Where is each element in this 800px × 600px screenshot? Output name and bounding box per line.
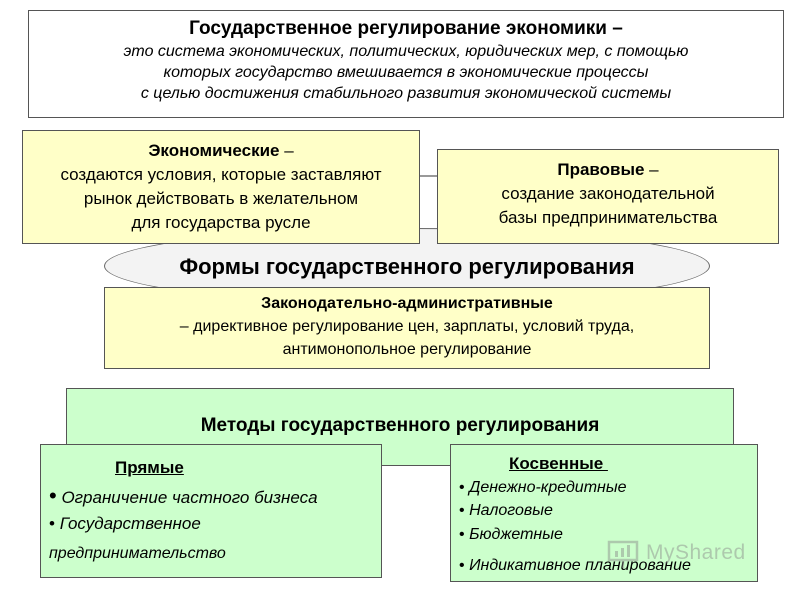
forms-title: Формы государственного регулирования [179, 254, 635, 279]
legal-heading: Правовые [557, 160, 645, 179]
definition-line: которых государство вмешивается в экономические процессы [163, 64, 649, 81]
administrative-line: антимонопольное регулирование [282, 341, 532, 358]
direct-item [49, 483, 318, 508]
bullet-icon: • [459, 502, 465, 519]
presentation-icon [606, 538, 640, 570]
indirect-item-text: Индикативное планирование [469, 557, 691, 574]
watermark [606, 538, 766, 572]
indirect-item-text: Налоговые [469, 502, 553, 519]
bullet-icon: • [49, 483, 57, 508]
direct-item-text: Ограничение частного бизнеса [61, 488, 318, 507]
economic-heading: Экономические [148, 141, 280, 160]
watermark-text: MyShared [646, 541, 746, 564]
definition-line: с целью достижения стабильного развития экономической системы [140, 85, 672, 102]
economic-line: для государства русле [131, 213, 311, 232]
legal-dash: – [644, 160, 659, 179]
economic-form-box [22, 130, 420, 244]
economic-dash: – [279, 141, 294, 160]
bullet-icon: • [49, 514, 55, 533]
administrative-heading: Законодательно-административные [261, 295, 553, 312]
legal-line: базы предпринимательства [498, 208, 718, 227]
definition-title: Государственное регулирование экономики – [189, 18, 623, 39]
indirect-heading: Косвенные [509, 454, 608, 473]
legal-line: создание законодательной [501, 184, 715, 203]
bullet-icon: • [459, 526, 465, 543]
definition-line: это система экономических, политических, юридических мер, с помощью [123, 43, 689, 60]
economic-line: рынок действовать в желательном [83, 189, 359, 208]
economic-line: создаются условия, которые заставляют [60, 165, 382, 184]
administrative-line: – директивное регулирование цен, зарплаты, условий труда, [179, 318, 635, 335]
indirect-item [459, 526, 563, 544]
direct-heading: Прямые [115, 458, 184, 477]
indirect-item-text: Бюджетные [469, 526, 563, 543]
indirect-item [459, 479, 627, 497]
administrative-form-box [104, 287, 710, 369]
direct-item-continuation: предпринимательство [49, 545, 226, 562]
direct-methods-box [40, 444, 382, 578]
direct-item [49, 514, 201, 534]
indirect-item-text: Денежно-кредитные [469, 479, 627, 496]
definition-box [28, 10, 784, 118]
legal-form-box [437, 149, 779, 244]
direct-item-text: Государственное [59, 514, 201, 533]
methods-title: Методы государственного регулирования [200, 415, 600, 436]
indirect-item [459, 502, 553, 520]
bullet-icon: • [459, 557, 465, 574]
bullet-icon: • [459, 479, 465, 496]
connector-line [420, 175, 437, 177]
